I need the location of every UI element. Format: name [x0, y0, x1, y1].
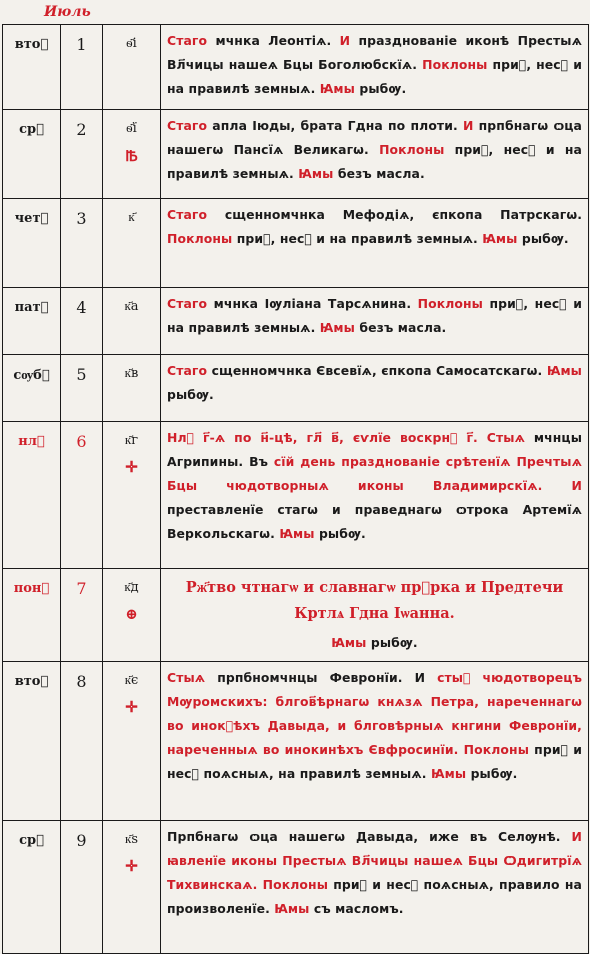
commemoration-cell — [161, 662, 589, 821]
commemoration-text: Стаго апла Іюды, брата Гдна по плоти. И прпбнагѡ ѻца нашегѡ Пансїѧ Великагѡ. Поклоны приⷯ, несⷯ и на правилѣ земныѧ. Ꙗмы безъ масла. — [167, 118, 582, 181]
commemoration-text: Стаго сщенномчнка Євсевїѧ, єпкопа Самосатскагѡ. Ꙗмы рыбѹ. — [167, 363, 582, 402]
commemoration-cell — [161, 422, 589, 569]
calendar-row — [3, 569, 589, 662]
feast-rank-icon: Ꙓ — [125, 147, 138, 165]
commemoration-cell — [161, 25, 589, 110]
calendar-row — [3, 422, 589, 569]
old-style-date-cell — [103, 821, 161, 954]
day-number-cell: 8 — [61, 662, 103, 821]
fasting-rule: Ꙗмы рыбѹ. — [331, 635, 418, 650]
old-style-date: к҃є — [124, 673, 139, 688]
commemoration-cell — [161, 199, 589, 288]
commemoration-cell — [161, 821, 589, 954]
day-number-cell: 3 — [61, 199, 103, 288]
weekday-cell: срⷺ — [3, 110, 61, 199]
feast-title-line: Рж҃тво чтнагѡ и славнагѡ прⷪрка и Предтечи — [185, 579, 564, 596]
feast-rank-icon: ⊕ — [125, 605, 138, 623]
commemoration-text: Стаго мчнка Леонтіѧ. И празднованіе иконѣ Престыѧ Вл҃чицы нашеѧ Бцы Боголюбскїѧ. Поклоны приⷯ, несⷯ и на правилѣ земныѧ. Ꙗмы рыбѹ. — [167, 33, 582, 96]
commemoration-text: Стыѧ прпбномчнцы Февронїи. И стыⷯ чюдотворецъ Мѹромскихъ: блгов҃ѣрнагѡ кнѧзѧ Петра, нареченнагѡ во инокⷯѣхъ Давыда, и блговѣрныѧ кнгини Февронїи, нареченныѧ во инокинѣхъ Євфросинїи. Поклоны приⷯ и несⷯ поѧсныѧ, на правилѣ земныѧ. Ꙗмы рыбѹ. — [167, 670, 582, 781]
calendar-row — [3, 110, 589, 199]
old-style-date-cell — [103, 355, 161, 422]
calendar-row — [3, 662, 589, 821]
feast-title-line: Кртлѧ Гдна Іѡанна. — [294, 605, 455, 622]
calendar-row — [3, 25, 589, 110]
calendar-row — [3, 288, 589, 355]
commemoration-cell — [161, 288, 589, 355]
day-number-cell: 1 — [61, 25, 103, 110]
old-style-date: ѳ҃ї — [126, 121, 137, 136]
old-style-date-cell — [103, 110, 161, 199]
weekday-cell: понⷺ — [3, 569, 61, 662]
commemoration-cell — [161, 569, 589, 662]
old-style-date-cell — [103, 199, 161, 288]
day-number-cell: 9 — [61, 821, 103, 954]
old-style-date-cell — [103, 422, 161, 569]
commemoration-text: Нлⷣ г҃-ѧ по н҃-цѣ, гл҃ в҃, єѵлїе воскрнⷪ г҃. Стыѧ мчнцы Агрипины. Въ сїй день празднованіе срѣтенїѧ Пречтыѧ Бцы чюдотворныѧ иконы Владимирскїѧ. И преставленїе стагѡ и праведнагѡ ѻтрока Артемїѧ Веркольскагѡ. Ꙗмы рыбѹ. — [167, 430, 582, 541]
feast-rank-icon: ✛ — [125, 857, 138, 875]
commemoration-text: Стаго сщенномчнка Мефодіѧ, єпкопа Патрскагѡ. Поклоны приⷯ, несⷯ и на правилѣ земныѧ. Ꙗмы рыбѹ. — [167, 207, 582, 246]
weekday-cell: срⷺ — [3, 821, 61, 954]
commemoration-cell — [161, 355, 589, 422]
old-style-date: к҃д — [124, 580, 139, 595]
day-number-cell: 5 — [61, 355, 103, 422]
calendar-row — [3, 821, 589, 954]
old-style-date-cell — [103, 288, 161, 355]
day-number-cell: 2 — [61, 110, 103, 199]
calendar-row — [3, 199, 589, 288]
day-number-cell: 6 — [61, 422, 103, 569]
weekday-cell: патⷬ — [3, 288, 61, 355]
month-title: Июль — [44, 4, 91, 20]
commemoration-cell — [161, 110, 589, 199]
feast-rank-icon: ✛ — [125, 698, 138, 716]
commemoration-text: Прпбнагѡ ѻца нашегѡ Давыда, иже въ Селѹнѣ. И ꙗвленїе иконы Престыѧ Вл҃чицы нашеѧ Бцы Ѻдигитрїѧ Тихвинскаѧ. Поклоны приⷯ и несⷯ поѧсныѧ, правило на произволенїе. Ꙗмы съ масломъ. — [167, 829, 582, 916]
day-number-cell: 7 — [61, 569, 103, 662]
old-style-date: к҃ — [128, 210, 135, 225]
weekday-cell: втоⷬ — [3, 25, 61, 110]
old-style-date-cell — [103, 569, 161, 662]
weekday-cell: четⷬ — [3, 199, 61, 288]
weekday-cell: нлⷣ — [3, 422, 61, 569]
calendar-row — [3, 355, 589, 422]
old-style-date: к҃ѕ — [125, 832, 138, 847]
weekday-cell: втоⷬ — [3, 662, 61, 821]
calendar-table — [2, 24, 589, 954]
old-style-date: ѳ҃і — [126, 36, 137, 51]
weekday-cell: сѹбⷪ — [3, 355, 61, 422]
commemoration-text: Стаго мчнка Іѹліана Тарсѧнина. Поклоны приⷯ, несⷯ и на правилѣ земныѧ. Ꙗмы безъ масла. — [167, 296, 582, 335]
feast-rank-icon: ✛ — [125, 458, 138, 476]
old-style-date-cell — [103, 25, 161, 110]
old-style-date: к҃а — [124, 299, 139, 314]
old-style-date: к҃в — [124, 366, 139, 381]
old-style-date-cell — [103, 662, 161, 821]
day-number-cell: 4 — [61, 288, 103, 355]
old-style-date: к҃г — [124, 433, 139, 448]
